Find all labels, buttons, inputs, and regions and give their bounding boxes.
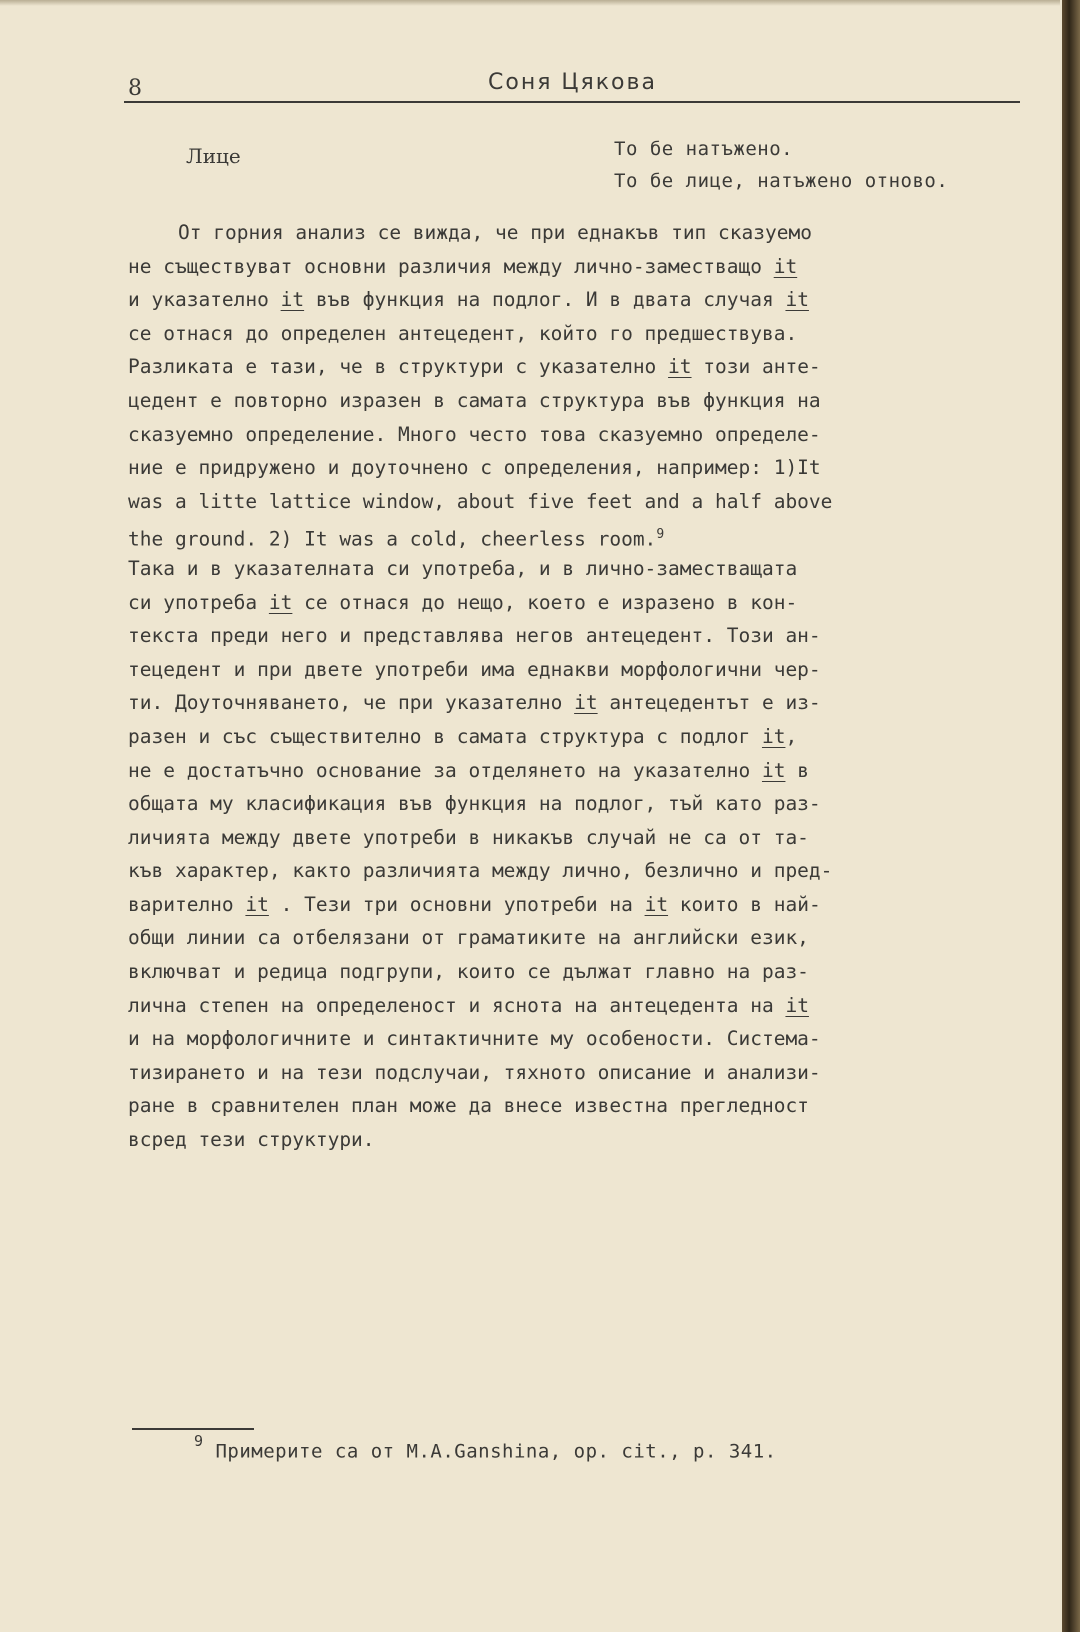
example-block: [186, 138, 1046, 208]
text-line: [128, 418, 1018, 452]
header-rule: [124, 101, 1020, 103]
pronoun-it: it: [574, 691, 598, 715]
page-number: 8: [128, 76, 142, 101]
footnote-rule: [132, 1428, 254, 1430]
book-binding-edge: [1062, 0, 1080, 1632]
text-line: [128, 821, 1018, 855]
text-run: was a litte lattice window, about five feet and a half above: [128, 489, 833, 513]
text-line: [128, 1022, 1018, 1056]
footnote-text: Примерите са от M.A.Ganshina, op. cit., p. 341.: [215, 1440, 777, 1463]
text-line: [128, 787, 1018, 821]
pronoun-it: it: [668, 355, 692, 379]
example-label: Лице: [186, 144, 241, 168]
text-line: [128, 250, 1018, 284]
text-line: [128, 989, 1018, 1023]
text-run: ние е придружено и доуточнено с определения, например: 1)It: [128, 456, 821, 480]
body-paragraph: [128, 216, 1018, 1157]
text-run: тизирането и на тези подслучаи, тяхното описание и анализи-: [128, 1060, 821, 1084]
pronoun-it: it: [785, 993, 809, 1017]
text-run: в: [785, 758, 809, 782]
text-line: [128, 317, 1018, 351]
pronoun-it: it: [644, 892, 669, 916]
text-line: [128, 888, 1018, 922]
running-header: [124, 70, 1020, 100]
text-run: и на морфологичните и синтактичните му особености. Система-: [128, 1027, 821, 1051]
pronoun-it: it: [280, 288, 305, 312]
text-line: [128, 854, 1018, 888]
text-run: общата му класификация във функция на подлог, тъй като раз-: [128, 792, 821, 816]
text-run: личията между двете употреби в никакъв случай не са от та-: [128, 825, 809, 849]
text-run: лична степен на определеност и яснота на антецедента на: [128, 993, 786, 1017]
text-run: ране в сравнителен план може да внесе известна прегледност: [128, 1094, 809, 1118]
text-line: [128, 921, 1018, 955]
text-run: общи линии са отбелязани от граматиките на английски език,: [128, 926, 809, 950]
text-line: [128, 1089, 1018, 1123]
pronoun-it: it: [761, 724, 786, 748]
text-run: си употреба: [128, 590, 269, 614]
text-run: Така и в указателната си употреба, и в лично-заместващата: [128, 556, 798, 580]
text-line: [128, 1056, 1018, 1090]
text-run: От горния анализ се вижда, че при еднакъв тип сказуемо: [178, 221, 812, 244]
running-title: Соня Цякова: [488, 70, 657, 95]
text-run: . Тези три основни употреби на: [268, 892, 645, 916]
text-run: се отнася до нещо, което е изразено в кон-: [292, 590, 798, 614]
text-run: ,: [785, 724, 798, 748]
text-line: [128, 653, 1018, 687]
text-line: [128, 350, 1018, 384]
text-line: [128, 384, 1018, 418]
pronoun-it: it: [773, 254, 798, 278]
footnote: [194, 1432, 777, 1463]
text-run: Разликата е тази, че в структури с указателно: [128, 355, 669, 379]
text-run: и указателно: [128, 288, 281, 312]
footnote-marker: 9: [194, 1432, 204, 1450]
text-run: този анте-: [691, 355, 821, 379]
text-run: the ground. 2) It was a cold, cheerless room.: [128, 527, 657, 551]
pronoun-it: it: [245, 892, 269, 916]
example-sentence-2: То бе лице, натъжено отново.: [614, 170, 949, 192]
text-run: не съществуват основни различия между лично-заместващо: [128, 254, 774, 278]
text-line: [128, 1123, 1018, 1157]
text-line: [128, 586, 1018, 620]
pronoun-it: it: [785, 288, 809, 312]
text-line: [128, 619, 1018, 653]
text-line: [128, 216, 1018, 250]
text-run: включват и редица подгрупи, които се дължат главно на раз-: [128, 960, 809, 984]
text-run: тецедент и при двете употреби има еднакви морфологични чер-: [128, 657, 821, 681]
example-sentence-1: То бе натъжено.: [614, 138, 794, 160]
footnote-ref: 9: [656, 527, 665, 543]
text-run: всред тези структури.: [128, 1128, 375, 1152]
text-run: се отнася до определен антецедент, който го предшествува.: [128, 321, 798, 345]
text-line: [128, 955, 1018, 989]
text-run: цедент е повторно изразен в самата структура във функция на: [128, 388, 821, 412]
pronoun-it: it: [268, 590, 293, 614]
text-run: текста преди него и представлява негов антецедент. Този ан-: [128, 624, 821, 648]
text-run: ти. Доуточняването, че при указателно: [128, 691, 575, 715]
text-line: [128, 518, 1018, 552]
text-line: [128, 485, 1018, 519]
text-line: [128, 283, 1018, 317]
text-run: във функция на подлог. И в двата случая: [304, 288, 786, 312]
text-line: [128, 754, 1018, 788]
page-top-edge: [0, 0, 1060, 6]
text-line: [128, 552, 1018, 586]
text-run: които в най-: [668, 892, 821, 916]
text-run: къв характер, както различията между лично, безлично и пред-: [128, 859, 833, 883]
text-run: разен и със съществително в самата структура с подлог: [128, 724, 762, 748]
text-run: не е достатъчно основание за отделянето на указателно: [128, 758, 762, 782]
text-run: варително: [128, 892, 246, 916]
text-run: сказуемно определение. Много често това сказуемно определе-: [128, 422, 821, 446]
text-line: [128, 720, 1018, 754]
text-line: [128, 451, 1018, 485]
text-run: антецедентът е из-: [597, 691, 821, 715]
text-line: [128, 686, 1018, 720]
pronoun-it: it: [761, 758, 786, 782]
